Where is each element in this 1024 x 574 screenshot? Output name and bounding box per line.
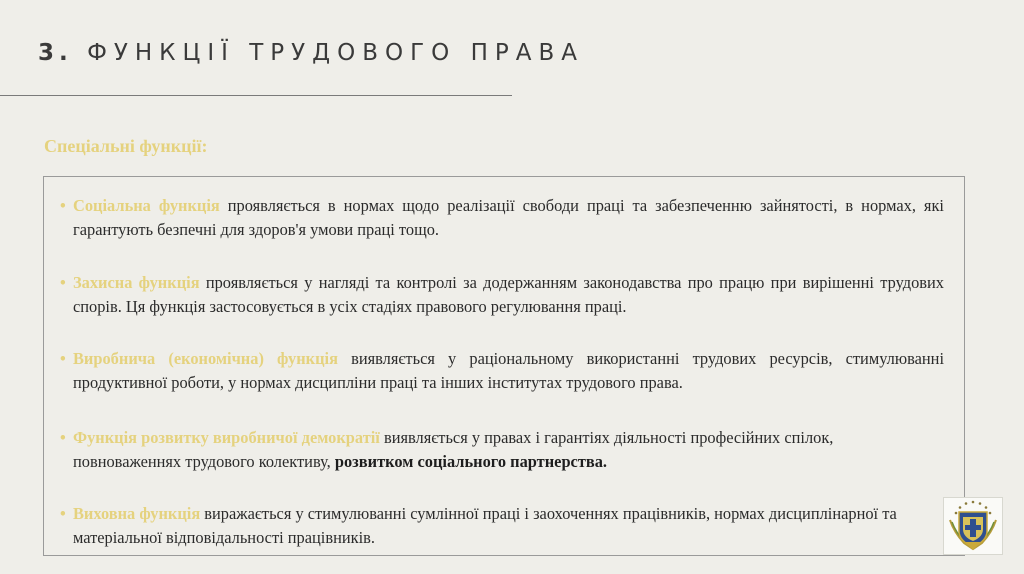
bullet-icon: • bbox=[60, 504, 66, 523]
description-protective-function: проявляється у нагляді та контролі за додержанням законодавства про працю при вирішенні трудових спорів. Ця функція застосовується в усіх стадіях правового регулювання праці. bbox=[73, 273, 944, 316]
description-social-function: проявляється в нормах щодо реалізації свободи праці та забезпеченню зайнятості, в нормах, які гарантують безпечні для здоров'я умови праці тощо. bbox=[73, 196, 944, 239]
title-divider bbox=[0, 95, 512, 96]
term-educational-function: Виховна функція bbox=[73, 504, 201, 523]
description-democracy-function: виявляється у правах і гарантіях діяльності професійних спілок, повноваженнях трудового колективу, bbox=[73, 428, 834, 471]
description-economic-function: виявляється у раціональному використанні трудових ресурсів, стимулюванні продуктивної роботи, у нормах дисципліни праці та інших інститутах трудового права. bbox=[73, 349, 944, 392]
term-economic-function: Виробнича (економічна) функція bbox=[73, 349, 338, 368]
bullet-icon: • bbox=[60, 349, 66, 368]
emphasis-social-partnership: розвитком соціального партнерства. bbox=[334, 452, 608, 471]
term-protective-function: Захисна функція bbox=[73, 273, 200, 292]
university-emblem-icon bbox=[943, 497, 1003, 555]
term-democracy-function: Функція розвитку виробничої демократії bbox=[73, 428, 380, 447]
functions-box bbox=[43, 176, 965, 556]
title-number: 3. bbox=[38, 40, 73, 66]
emblem-graphic bbox=[944, 498, 1002, 554]
list-item-democracy-function bbox=[60, 426, 944, 474]
list-item-educational-function bbox=[60, 502, 944, 550]
description-educational-function: виражається у стимулюванні сумлінної праці і заохоченнях працівників, нормах дисциплінарної та матеріальної відповідальності працівників. bbox=[73, 504, 897, 547]
bullet-icon: • bbox=[60, 273, 66, 292]
title-text: ФУНКЦІЇ ТРУДОВОГО ПРАВА bbox=[87, 40, 584, 66]
term-social-function: Соціальна функція bbox=[73, 196, 220, 215]
list-item-social-function bbox=[60, 194, 944, 242]
list-item-protective-function bbox=[60, 271, 944, 319]
list-item-economic-function bbox=[60, 347, 944, 395]
bullet-icon: • bbox=[60, 428, 66, 447]
section-subtitle: Спеціальні функції: bbox=[44, 136, 208, 156]
bullet-icon: • bbox=[60, 196, 66, 215]
slide-title bbox=[38, 40, 584, 66]
